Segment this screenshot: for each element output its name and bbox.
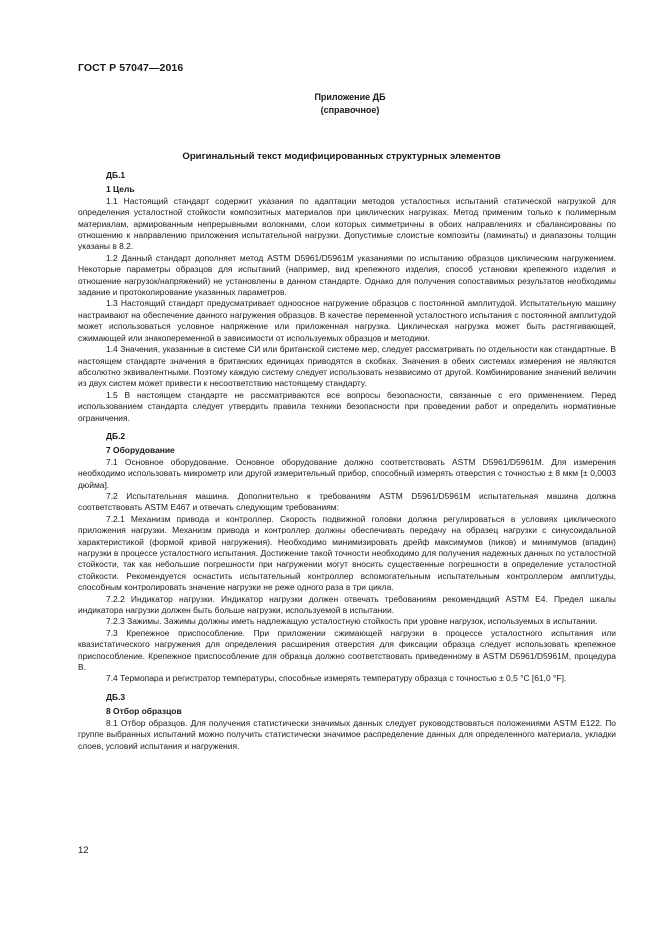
section-heading: 8 Отбор образцов bbox=[106, 706, 182, 717]
paragraph: 7.1 Основное оборудование. Основное оборудование должно соответствовать ASTM D5961/D5961M. Для измерения необходимо использовать микрометр или другой измерительный прибор, способный измерять отверстия с точностью ± 8 мкм [± 0,0003 дюйма]. bbox=[78, 456, 616, 490]
appendix-title: Приложение ДБ bbox=[314, 92, 386, 102]
paragraph: 7.3 Крепежное приспособление. При приложении сжимающей нагрузки в процессе усталостного испытания или квазистатического нагружения для определения расширения отверстия для фиксации образца следует использовать крепежное приспособление. Крепежное приспособление для образца должно соответствовать приведенному в ASTM D5961/D5961M, процедура B. bbox=[78, 627, 616, 673]
document-body bbox=[78, 170, 616, 752]
paragraph: 7.2.2 Индикатор нагрузки. Индикатор нагрузки должен отвечать требованиям рекомендаций ASTM E4. Предел шкалы индикатора нагрузки должен быть больше нагрузки, используемой в испытании. bbox=[78, 593, 616, 616]
paragraph: 1.3 Настоящий стандарт предусматривает одноосное нагружение образцов с постоянной амплитудой. Испытательную машину настраивают на обеспечение данного нагружения образцов. В качестве переменной усталостного испытания с постоянной амплитудой может использоваться условное напряжение или приложенная нагрузка. Циклическая нагрузка может быть растягивающей, сжимающей или знакопеременной в зависимости от используемых образцов и методики. bbox=[78, 298, 616, 343]
paragraph: 1.5 В настоящем стандарте не рассматриваются все вопросы безопасности, связанные с его применением. Перед использованием стандарта следует утвердить правила техники безопасности при проведении работ и определить нормативные ограничения. bbox=[78, 389, 616, 423]
paragraph: 1.4 Значения, указанные в системе СИ или британской системе мер, следует рассматривать по отдельности как стандартные. В настоящем стандарте значения в британских единицах приводятся в скобках. Значения в обеих системах измерения не являются абсолютно эквивалентными. Поэтому каждую систему следует использовать независимо от другой. Комбинирование значений величин из двух систем может привести к несоответствию настоящему стандарту. bbox=[78, 344, 616, 389]
section-label: ДБ.2 bbox=[106, 430, 126, 441]
section-label: ДБ.3 bbox=[106, 691, 126, 702]
appendix-heading bbox=[270, 91, 430, 117]
paragraph: 7.2.3 Зажимы. Зажимы должны иметь надлежащую усталостную стойкость при уровне нагрузок, используемых в испытании. bbox=[106, 616, 598, 627]
paragraph: 8.1 Отбор образцов. Для получения статистически значимых данных следует руководствоваться положениями ASTM E122. По группе выбранных испытаний можно получить статистически значимое распределение данных для определенного материала, укладки слоев, условий испытания и нагружения. bbox=[78, 717, 616, 751]
appendix-subtitle: (справочное) bbox=[320, 105, 380, 115]
main-title: Оригинальный текст модифицированных структурных элементов bbox=[182, 151, 501, 162]
section-label: ДБ.1 bbox=[106, 170, 126, 180]
paragraph: 7.4 Термопара и регистратор температуры, способные измерять температуру образца с точностью ± 0,5 °C [61,0 °F]. bbox=[106, 673, 567, 684]
section-heading: 1 Цель bbox=[106, 184, 135, 195]
page-number: 12 bbox=[78, 845, 89, 856]
document-number: ГОСТ Р 57047—2016 bbox=[78, 62, 184, 74]
paragraph: 1.2 Данный стандарт дополняет метод ASTM D5961/D5961M указаниями по испытанию образцов циклическим нагружением. Некоторые параметры образцов для испытаний (например, вид крепежного изделия, способ установки крепежного изделия и отношение нагрузок/напряжений) не установлены в данном стандарте. Однако для получения сопоставимых результатов необходимы задание и протоколирование указанных параметров. bbox=[78, 252, 616, 298]
paragraph: 7.2 Испытательная машина. Дополнительно к требованиям ASTM D5961/D5961M испытательная машина должна соответствовать ASTM E467 и отвечать следующим требованиям: bbox=[78, 490, 616, 513]
paragraph: 1.1 Настоящий стандарт содержит указания по адаптации методов усталостных испытаний статической нагрузкой для определения усталостной стойкости композитных материалов при циклических нагрузках. Метод применим только к полимерным материалам, армированным непрерывными волокнами, слои которых симметричны в обоих направлениях и сбалансированы по отношению к направлению приложения испытательной нагрузки. Допустимые слоистые композиты (ламинаты) и диапазоны толщин указаны в 8.2. bbox=[78, 195, 616, 252]
paragraph: 7.2.1 Механизм привода и контроллер. Скорость подвижной головки должна регулироваться в условиях циклического приложения нагрузки. Механизм привода и контроллер должны обеспечивать передачу на образец нагрузки с синусоидальной характеристикой (формой кривой нагружения). Необходимо минимизировать дрейф максимумов (пиков) и минимумов (впадин) нагрузки в процессе усталостного испытания. Достижение такой точности необходимо для получения надежных данных по усталостной стойкости, так как небольшие погрешности при нагружении могут вносить существенные погрешности в определение усталостной стойкости. Рекомендуется оснастить испытательный контроллер вспомогательным испытательным контроллером амплитуды, способным контролировать значение нагрузки не реже одного раза в три цикла. bbox=[78, 513, 616, 593]
section-heading: 7 Оборудование bbox=[106, 445, 175, 456]
